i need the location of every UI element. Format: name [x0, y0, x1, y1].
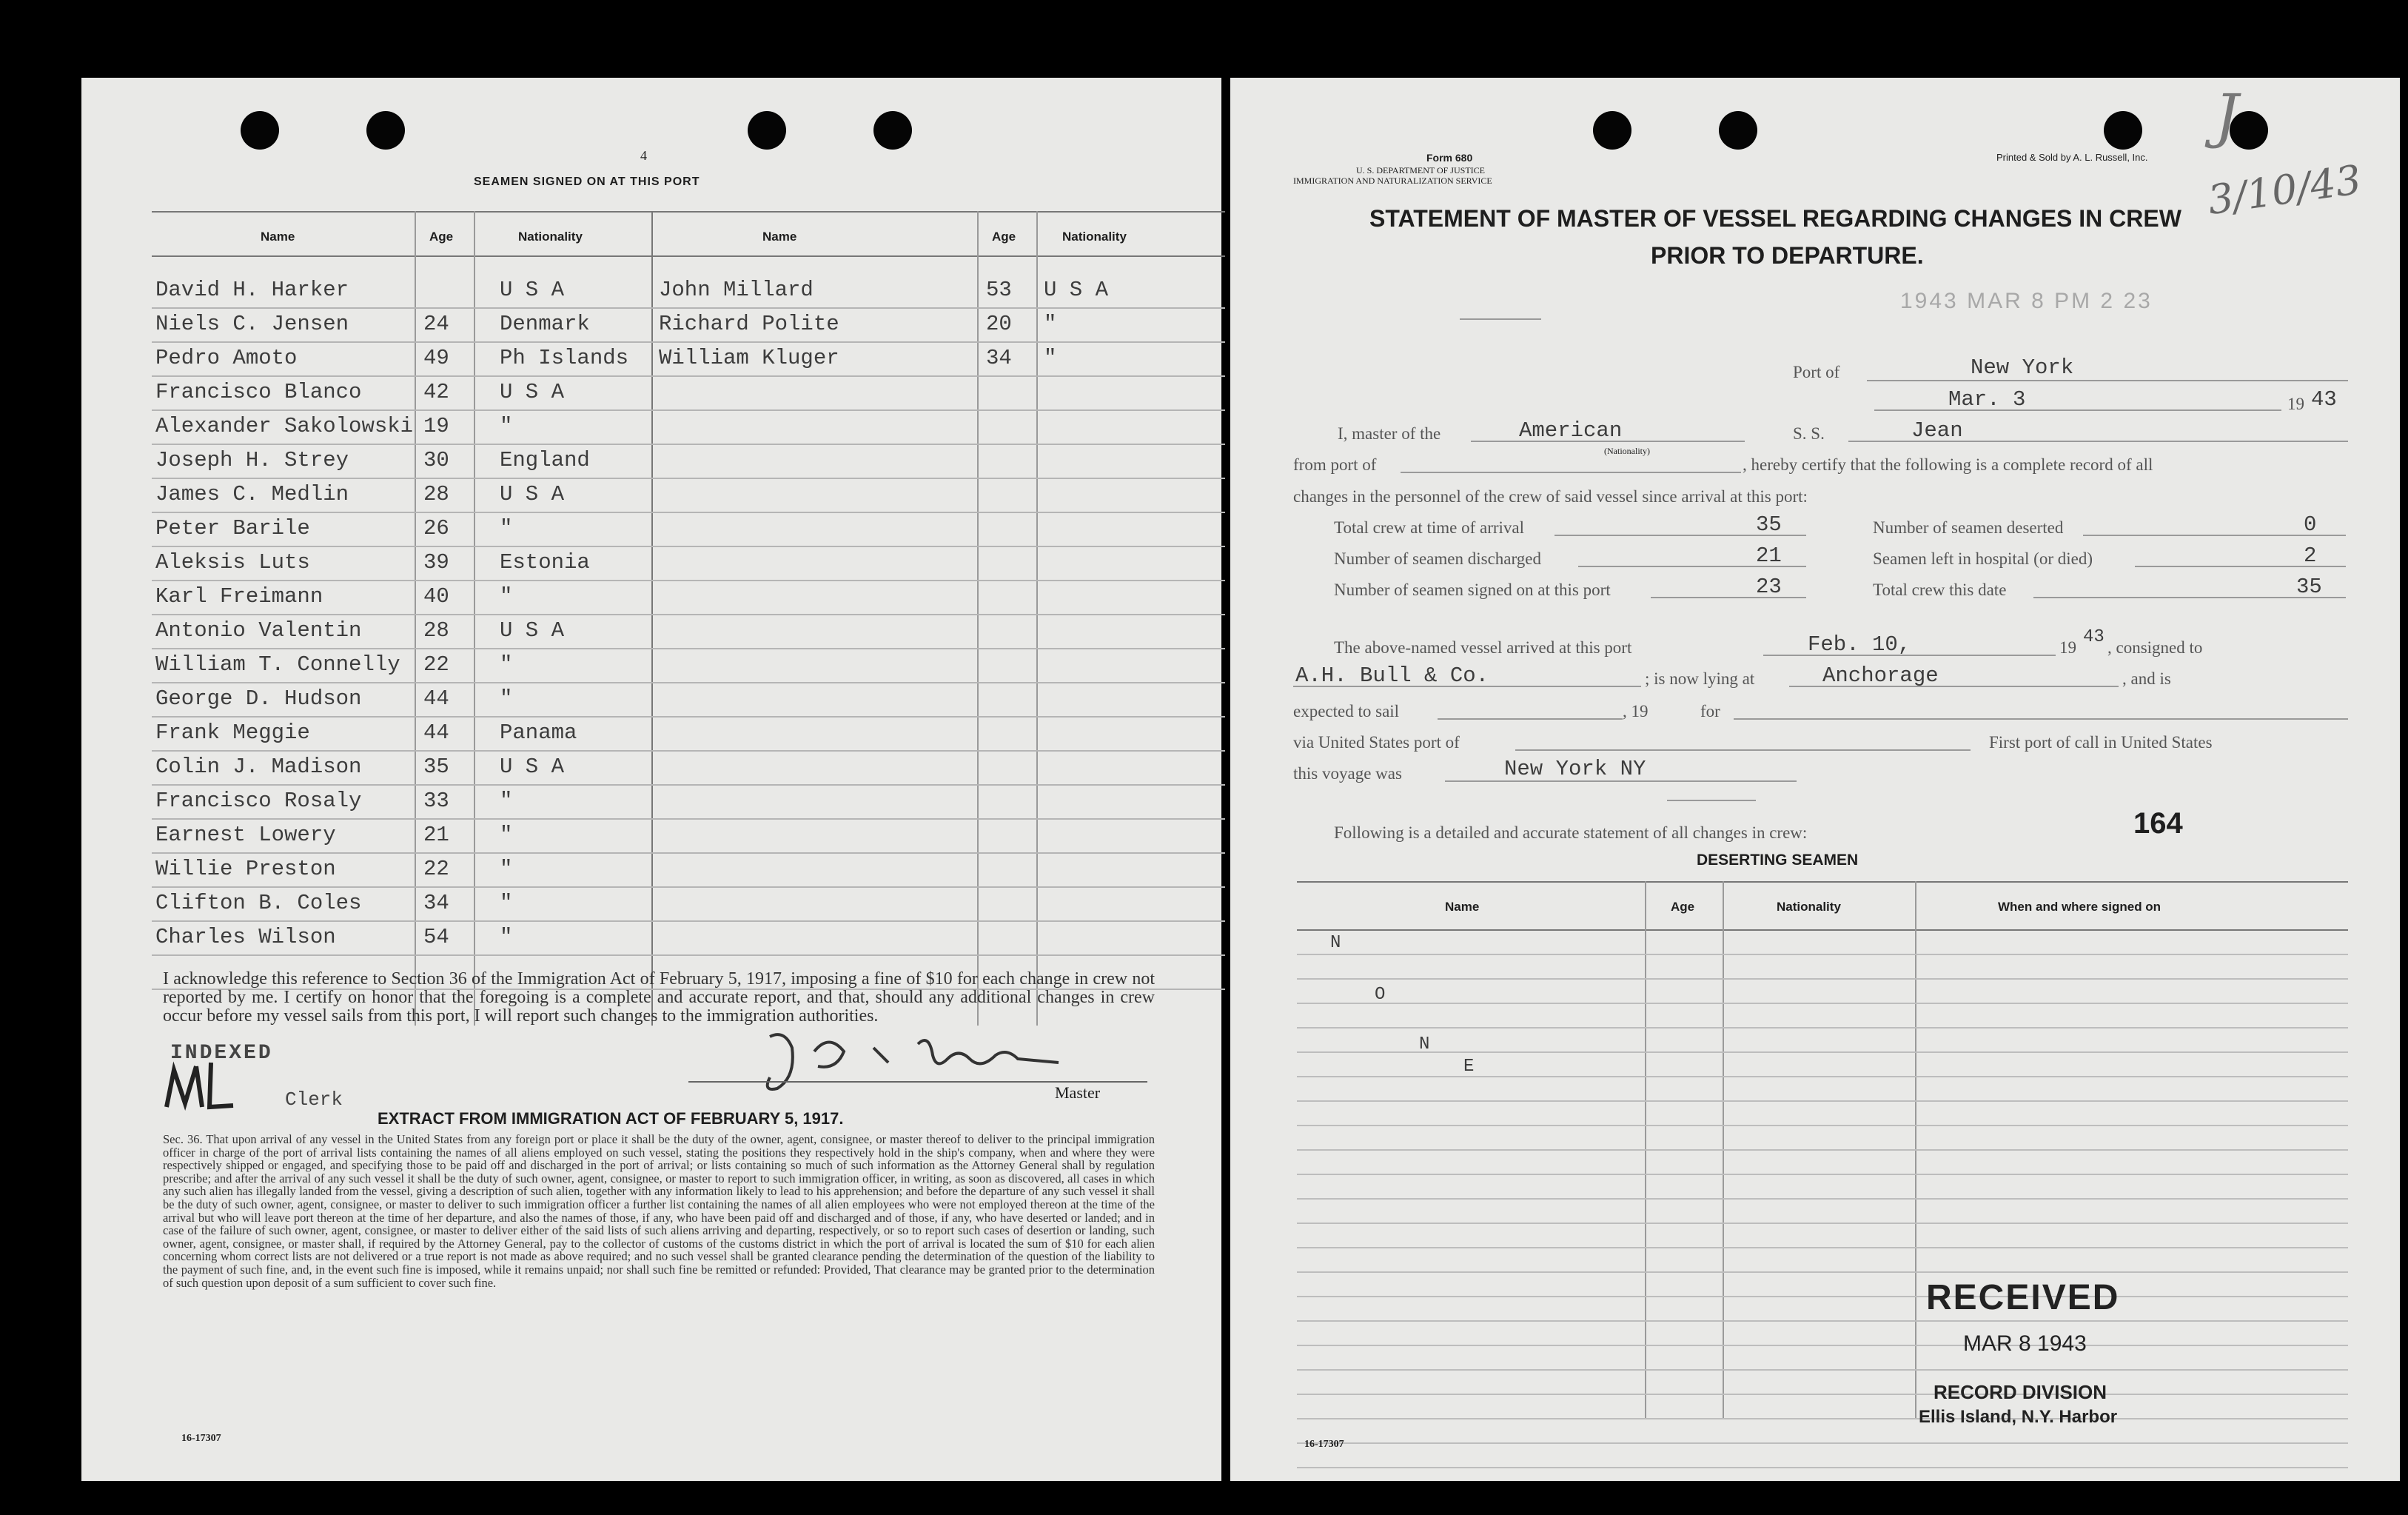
extract-text: Sec. 36. That upon arrival of any vessel in the United States from any foreign port or place it shall be the duty of the owner, agent, consignee, or master thereof to deliver to the principal immigration officer in charge of the port of arrival lists containing the names of all aliens employed on such vessel, stating the positions they respectively hold in the ship's company, when and where they were respectively shipped or engaged, and specifying those to be paid off and discharged in the port of arrival; or lists containing so much of such information as the Attorney General shall by regulation prescribe; and after the arrival of any such vessel it shall be the duty of such owner, agent, consignee, or master to report to such immigration officer, in writing, as soon as discovered, all cases in which any such alien has illegally landed from the vessel, giving a description of such alien, together with any information likely to lead to his apprehension; and before the departure of any such vessel it shall be the duty of such owner, agent, consignee, or master to deliver to such immigration officer a further list containing the names of all alien employees who were not employed thereon at the time of the arrival but who will leave port thereon at the time of her departure, and also the names of those, if any, who have been paid off and discharged and of those, if any, who have deserted or landed; and in case of the failure of such owner, agent, consignee, or master to deliver either of the said lists of such aliens arriving and departing, respectively, or so to report such cases of desertion or landing, such owner, agent, consignee, or master shall, if required by the Attorney General, pay to the collector of customs of the customs district in which the port of arrival is located the sum of $10 for each alien concerning whom correct lists are not delivered or a true report is not made as above required; and no such vessel shall be granted clearance pending the determination of the question of the liability to the payment of such fine, and, in the event such fine is imposed, while it remains unpaid; nor shall such fine be remitted or refunded: Provided, That clearance may be granted prior to the determination of such question upon deposit of a sum sufficient to cover such fine.	[163, 1132, 1155, 1290]
seaman-nationality: U S A	[500, 380, 565, 404]
seaman-name: William T. Connelly	[155, 652, 400, 677]
record-division-stamp: RECORD DIVISION	[1934, 1381, 2107, 1403]
from-port-label: from port of	[1293, 455, 1377, 474]
arrived-year: 43	[2083, 627, 2105, 647]
row-rule	[1297, 1467, 2348, 1468]
row-rule	[152, 341, 1225, 343]
punch-hole	[241, 111, 279, 150]
form-label: Form 680	[1426, 152, 1473, 164]
header-age: Age	[429, 230, 454, 244]
table-divider	[415, 211, 416, 1026]
seaman-name: Antonio Valentin	[155, 618, 362, 643]
seaman-name: Aleksis Luts	[155, 550, 310, 575]
rule	[1460, 318, 1541, 320]
lying-at-label: ; is now lying at	[1645, 669, 1755, 688]
left-page	[81, 78, 1221, 1481]
seaman-age: 22	[423, 857, 449, 881]
row-rule	[1297, 1174, 2348, 1175]
seaman-name: Frank Meggie	[155, 720, 310, 745]
row-rule	[152, 784, 1225, 786]
master-signature	[725, 1018, 1110, 1100]
handwritten-date: 3/10/43	[2204, 155, 2364, 224]
seaman-name: Charles Wilson	[155, 925, 336, 949]
seaman-nationality: "	[500, 686, 513, 711]
row-rule	[152, 852, 1225, 854]
expected-year-prefix: , 19	[1623, 702, 1649, 720]
row-rule	[1297, 1345, 2348, 1346]
voyage-label: this voyage was	[1293, 764, 1402, 783]
header-name: Name	[261, 230, 295, 244]
row-rule	[1297, 1198, 2348, 1200]
year-prefix: 19	[2287, 395, 2304, 413]
seaman-nationality: England	[500, 448, 590, 472]
row-rule	[1297, 1394, 2348, 1395]
voyage-value: New York NY	[1504, 757, 1646, 781]
lying-at-value: Anchorage	[1822, 663, 1939, 688]
via-label: via United States port of	[1293, 733, 1460, 752]
seaman-name: George D. Hudson	[155, 686, 362, 711]
and-is-label: , and is	[2122, 669, 2171, 688]
master-label: Master	[1055, 1083, 1101, 1102]
row-rule	[152, 614, 1225, 615]
seaman-name: Peter Barile	[155, 516, 310, 541]
seaman-nationality: "	[500, 789, 513, 813]
row-rule	[152, 886, 1225, 888]
date-line	[1874, 409, 2281, 411]
table-divider	[651, 211, 653, 1026]
row-rule	[1297, 1051, 2348, 1053]
total-date-value: 35	[2296, 575, 2322, 599]
seaman-age: 44	[423, 720, 449, 745]
seaman-age: 22	[423, 652, 449, 677]
discharged-value: 21	[1756, 544, 1782, 568]
received-date: MAR 8 1943	[1963, 1331, 2087, 1356]
row-rule	[1297, 1369, 2348, 1371]
row-rule	[152, 750, 1225, 752]
header-age: Age	[1671, 900, 1695, 914]
port-label: Port of	[1793, 363, 1840, 381]
year-value: 43	[2311, 387, 2337, 412]
seaman-age: 28	[423, 482, 449, 506]
table-divider	[977, 211, 979, 1026]
master-signature-line	[688, 1081, 1147, 1083]
table-top-rule	[152, 211, 1225, 213]
seaman-nationality: U S A	[1044, 278, 1109, 302]
row-rule	[1297, 1223, 2348, 1224]
total-crew-label: Total crew at time of arrival	[1334, 518, 1525, 537]
row-rule	[152, 409, 1225, 411]
seaman-age: 40	[423, 584, 449, 609]
nationality-caption: (Nationality)	[1604, 446, 1650, 456]
page-number: 4	[640, 148, 647, 163]
row-rule	[152, 444, 1225, 445]
seaman-name: John Millard	[659, 278, 814, 302]
seaman-nationality: "	[500, 925, 513, 949]
header-nationality: Nationality	[1777, 900, 1841, 914]
seaman-age: 26	[423, 516, 449, 541]
seaman-age: 53	[986, 278, 1012, 302]
seaman-name: James C. Medlin	[155, 482, 349, 506]
total-crew-value: 35	[1756, 512, 1782, 537]
seaman-nationality: U S A	[500, 482, 565, 506]
table-header-rule	[152, 255, 1225, 257]
expected-label: expected to sail	[1293, 702, 1400, 720]
row-rule	[1297, 1149, 2348, 1151]
row-rule	[1297, 1003, 2348, 1004]
form-number: 16-17307	[181, 1433, 221, 1444]
seaman-name: William Kluger	[659, 346, 839, 370]
punch-hole	[366, 111, 405, 150]
row-rule	[152, 512, 1225, 513]
seaman-name: Niels C. Jensen	[155, 312, 349, 336]
row-rule	[1297, 1247, 2348, 1248]
master-of-label: I, master of the	[1338, 424, 1441, 443]
seaman-nationality: "	[500, 414, 513, 438]
seaman-age: 42	[423, 380, 449, 404]
stamped-page-number: 164	[2133, 807, 2183, 840]
seaman-nationality: "	[1044, 312, 1057, 336]
hospital-label: Seamen left in hospital (or died)	[1873, 549, 2093, 568]
form-number: 16-17307	[1304, 1439, 1344, 1450]
ellis-island-stamp: Ellis Island, N.Y. Harbor	[1919, 1407, 2118, 1427]
form-title: STATEMENT OF MASTER OF VESSEL REGARDING CHANGES IN CREW	[1369, 205, 2181, 232]
for-line	[1734, 718, 2348, 720]
row-rule	[1297, 1296, 2348, 1297]
seaman-nationality: Estonia	[500, 550, 590, 575]
header-nationality: Nationality	[1062, 230, 1127, 244]
seaman-age: 44	[423, 686, 449, 711]
seaman-nationality: Panama	[500, 720, 577, 745]
seaman-nationality: "	[500, 891, 513, 915]
header-name: Name	[1445, 900, 1480, 914]
deserted-value: 0	[2304, 512, 2317, 537]
consignee-value: A.H. Bull & Co.	[1295, 663, 1489, 688]
punch-hole	[1593, 111, 1631, 150]
date-value: Mar. 3	[1948, 387, 2026, 412]
seaman-name: Joseph H. Strey	[155, 448, 349, 472]
seaman-name: Alexander Sakolowski	[155, 414, 414, 438]
row-rule	[1297, 978, 2348, 980]
row-rule	[1297, 1125, 2348, 1126]
row-rule	[1297, 1271, 2348, 1273]
row-rule	[152, 580, 1225, 581]
clerk-initials	[159, 1055, 278, 1122]
ship-value: Jean	[1911, 418, 1963, 443]
punch-hole	[873, 111, 912, 150]
seaman-name: Francisco Rosaly	[155, 789, 362, 813]
seaman-nationality: "	[500, 516, 513, 541]
none-letter: E	[1463, 1057, 1475, 1077]
received-stamp: RECEIVED	[1926, 1278, 2120, 1317]
clerk-label: Clerk	[285, 1088, 343, 1111]
row-rule	[152, 920, 1225, 922]
port-line	[1867, 380, 2348, 381]
none-letter: N	[1330, 933, 1341, 953]
header-nationality: Nationality	[518, 230, 583, 244]
seaman-nationality: "	[500, 857, 513, 881]
seaman-age: 54	[423, 925, 449, 949]
consigned-label: , consigned to	[2107, 638, 2203, 657]
form-subtitle: PRIOR TO DEPARTURE.	[1651, 242, 1924, 269]
seaman-age: 24	[423, 312, 449, 336]
indexed-stamp: INDEXED	[170, 1042, 273, 1065]
seaman-nationality: U S A	[500, 755, 565, 779]
row-rule	[152, 682, 1225, 683]
row-rule	[152, 478, 1225, 479]
punch-hole	[1719, 111, 1757, 150]
seaman-age: 19	[423, 414, 449, 438]
none-letter: N	[1419, 1034, 1430, 1054]
hospital-value: 2	[2304, 544, 2317, 568]
row-rule	[1297, 1418, 2348, 1419]
changes-text: changes in the personnel of the crew of said vessel since arrival at this port:	[1293, 487, 1808, 506]
row-rule	[1297, 1442, 2348, 1444]
header-age: Age	[992, 230, 1016, 244]
handwritten-initial: J	[2215, 81, 2239, 150]
seaman-name: David H. Harker	[155, 278, 349, 302]
table-header-rule	[1297, 929, 2348, 931]
seaman-age: 34	[986, 346, 1012, 370]
row-rule	[152, 954, 1225, 956]
first-port-label: First port of call in United States	[1989, 733, 2213, 752]
row-rule	[152, 375, 1225, 377]
nationality-value: American	[1519, 418, 1623, 443]
signed-on-value: 23	[1756, 575, 1782, 599]
seaman-name: Karl Freimann	[155, 584, 323, 609]
seaman-nationality: Ph Islands	[500, 346, 629, 370]
via-line	[1515, 749, 1971, 751]
port-value: New York	[1971, 355, 2074, 380]
seaman-name: Colin J. Madison	[155, 755, 362, 779]
seaman-age: 30	[423, 448, 449, 472]
deserted-label: Number of seamen deserted	[1873, 518, 2064, 537]
discharged-label: Number of seamen discharged	[1334, 549, 1541, 568]
table-divider	[1036, 211, 1038, 1026]
total-date-label: Total crew this date	[1873, 581, 2007, 599]
seaman-name: Clifton B. Coles	[155, 891, 362, 915]
seaman-name: Richard Polite	[659, 312, 839, 336]
none-letter: O	[1375, 985, 1386, 1005]
header-name: Name	[762, 230, 797, 244]
extract-title: EXTRACT FROM IMMIGRATION ACT OF FEBRUARY 5, 1917.	[378, 1109, 844, 1128]
seaman-age: 20	[986, 312, 1012, 336]
signed-on-label: Number of seamen signed on at this port	[1334, 581, 1611, 599]
row-rule	[1297, 1320, 2348, 1322]
deserting-title: DESERTING SEAMEN	[1697, 852, 1859, 869]
row-rule	[1297, 1027, 2348, 1029]
seaman-age: 21	[423, 823, 449, 847]
seaman-name: Pedro Amoto	[155, 346, 298, 370]
seaman-age: 49	[423, 346, 449, 370]
row-rule	[152, 818, 1225, 820]
stat-line	[1651, 597, 1806, 598]
seaman-nationality: Denmark	[500, 312, 590, 336]
department-line: U. S. DEPARTMENT OF JUSTICE	[1356, 165, 1485, 175]
seaman-nationality: U S A	[500, 618, 565, 643]
seaman-age: 28	[423, 618, 449, 643]
arrived-year-prefix: 19	[2059, 638, 2076, 657]
seaman-name: Earnest Lowery	[155, 823, 336, 847]
certify-text: , hereby certify that the following is a complete record of all	[1743, 455, 2153, 474]
seaman-age: 35	[423, 755, 449, 779]
punch-hole	[2104, 111, 2142, 150]
expected-line	[1438, 718, 1623, 720]
seaman-nationality: "	[500, 584, 513, 609]
date-time-stamp: 1943 MAR 8 PM 2 23	[1900, 289, 2153, 313]
seaman-age: 34	[423, 891, 449, 915]
right-page	[1230, 78, 2400, 1481]
seaman-nationality: "	[500, 823, 513, 847]
row-rule	[152, 648, 1225, 649]
for-label: for	[1700, 702, 1720, 720]
row-rule	[1297, 1100, 2348, 1102]
acknowledgement-text: I acknowledge this reference to Section 36 of the Immigration Act of February 5, 1917, imposing a fine of $10 for each change in crew not reported by me. I certify on honor that the foregoing is a complete and accurate report, and that, should any additional changes in crew occur before my vessel sails from this port, I will report such changes to the immigration authorities.	[163, 969, 1155, 1026]
arrived-value: Feb. 10,	[1808, 632, 1911, 657]
row-rule	[152, 546, 1225, 547]
arrived-label: The above-named vessel arrived at this port	[1334, 638, 1632, 657]
service-line: IMMIGRATION AND NATURALIZATION SERVICE	[1293, 175, 1492, 186]
header-when-where: When and where signed on	[1998, 900, 2162, 914]
section-title: SEAMEN SIGNED ON AT THIS PORT	[474, 175, 700, 188]
from-port-line	[1401, 472, 1741, 473]
punch-hole	[748, 111, 786, 150]
seaman-name: Francisco Blanco	[155, 380, 362, 404]
table-divider	[474, 211, 475, 1026]
following-label: Following is a detailed and accurate statement of all changes in crew:	[1334, 823, 1808, 842]
row-rule	[152, 307, 1225, 309]
seaman-nationality: U S A	[500, 278, 565, 302]
table-top-rule	[1297, 881, 2348, 883]
printer-credit: Printed & Sold by A. L. Russell, Inc.	[1996, 152, 2148, 163]
seaman-nationality: "	[500, 652, 513, 677]
row-rule	[152, 716, 1225, 718]
rule	[1667, 800, 1756, 801]
row-rule	[1297, 954, 2348, 955]
seaman-name: Willie Preston	[155, 857, 336, 881]
ss-label: S. S.	[1793, 424, 1825, 443]
seaman-age: 39	[423, 550, 449, 575]
row-rule	[1297, 1076, 2348, 1077]
seaman-age: 33	[423, 789, 449, 813]
seaman-nationality: "	[1044, 346, 1057, 370]
